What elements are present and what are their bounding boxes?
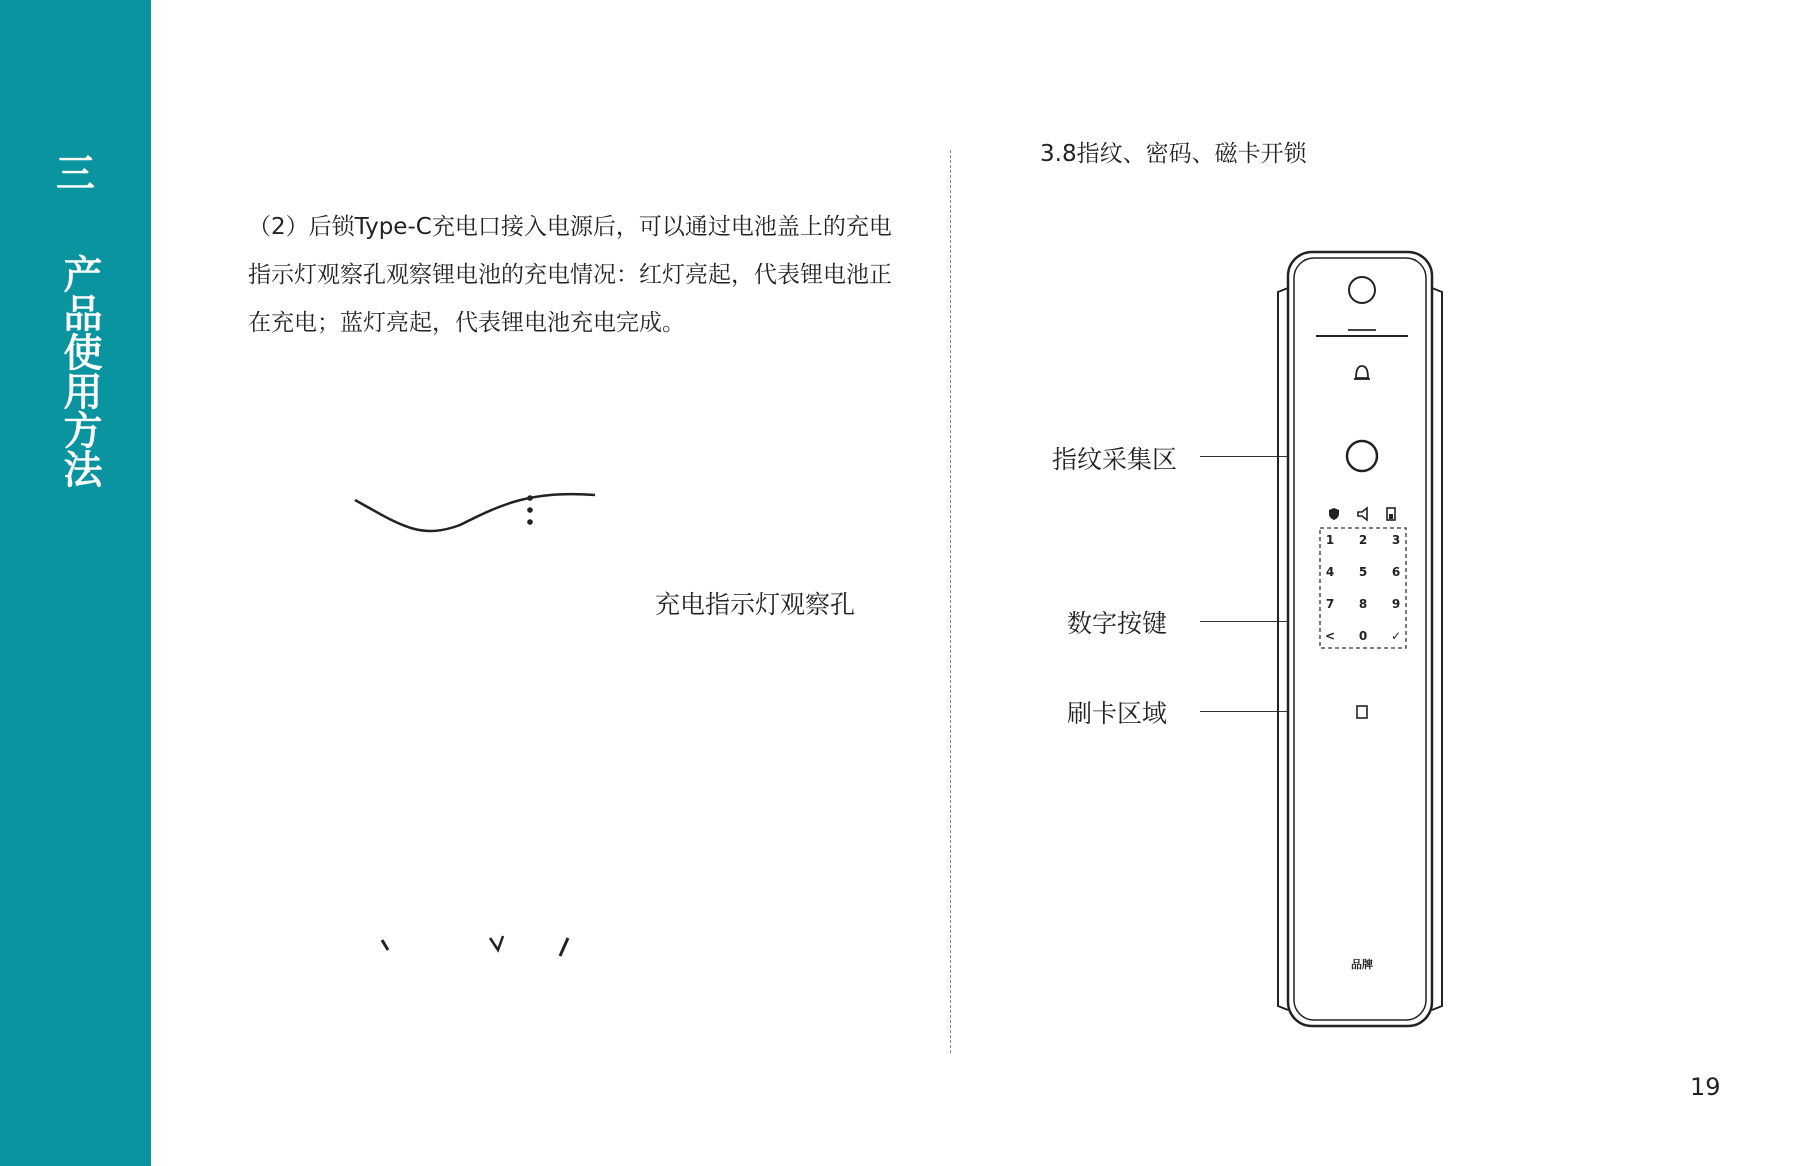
keypad-key[interactable]: 7 — [1325, 597, 1335, 611]
chapter-title: 产品使用方法 — [57, 254, 102, 488]
keypad-key[interactable]: 9 — [1391, 597, 1401, 611]
keypad-key[interactable]: 8 — [1358, 597, 1368, 611]
keypad-key[interactable]: 6 — [1391, 565, 1401, 579]
keypad-key[interactable]: 1 — [1325, 533, 1335, 547]
charging-indicator-label: 充电指示灯观察孔 — [655, 590, 856, 619]
indicator-dot — [527, 495, 533, 501]
indicator-dot — [527, 519, 533, 525]
keypad-key[interactable]: 5 — [1358, 565, 1368, 579]
keypad-key[interactable]: 4 — [1325, 565, 1335, 579]
charging-paragraph: （2）后锁Type-C充电口接入电源后，可以通过电池盖上的充电指示灯观察孔观察锂电池的充电情况：红灯亮起，代表锂电池正在充电；蓝灯亮起，代表锂电池充电完成。 — [248, 214, 892, 336]
keypad-key[interactable]: 2 — [1358, 533, 1368, 547]
page-divider — [950, 150, 951, 1053]
indicator-dot — [527, 507, 533, 513]
chapter-number: 三 — [55, 152, 95, 197]
section-heading: 3.8指纹、密码、磁卡开锁 — [1040, 141, 1307, 167]
charging-port-figure — [340, 470, 620, 990]
keypad-key[interactable]: 0 — [1358, 629, 1368, 643]
card-area-label: 刷卡区域 — [1067, 699, 1168, 728]
chapter-sidebar — [0, 0, 151, 1166]
keypad-key[interactable]: ✓ — [1390, 629, 1402, 643]
smart-lock-figure — [1270, 248, 1450, 1030]
keypad-key[interactable]: 3 — [1391, 533, 1401, 547]
keypad-label: 数字按键 — [1067, 609, 1168, 638]
keypad-key[interactable]: < — [1324, 629, 1336, 643]
fingerprint-area-label: 指纹采集区 — [1052, 445, 1178, 474]
page-number: 19 — [1690, 1073, 1721, 1101]
svg-text:品牌: 品牌 — [1351, 958, 1373, 971]
